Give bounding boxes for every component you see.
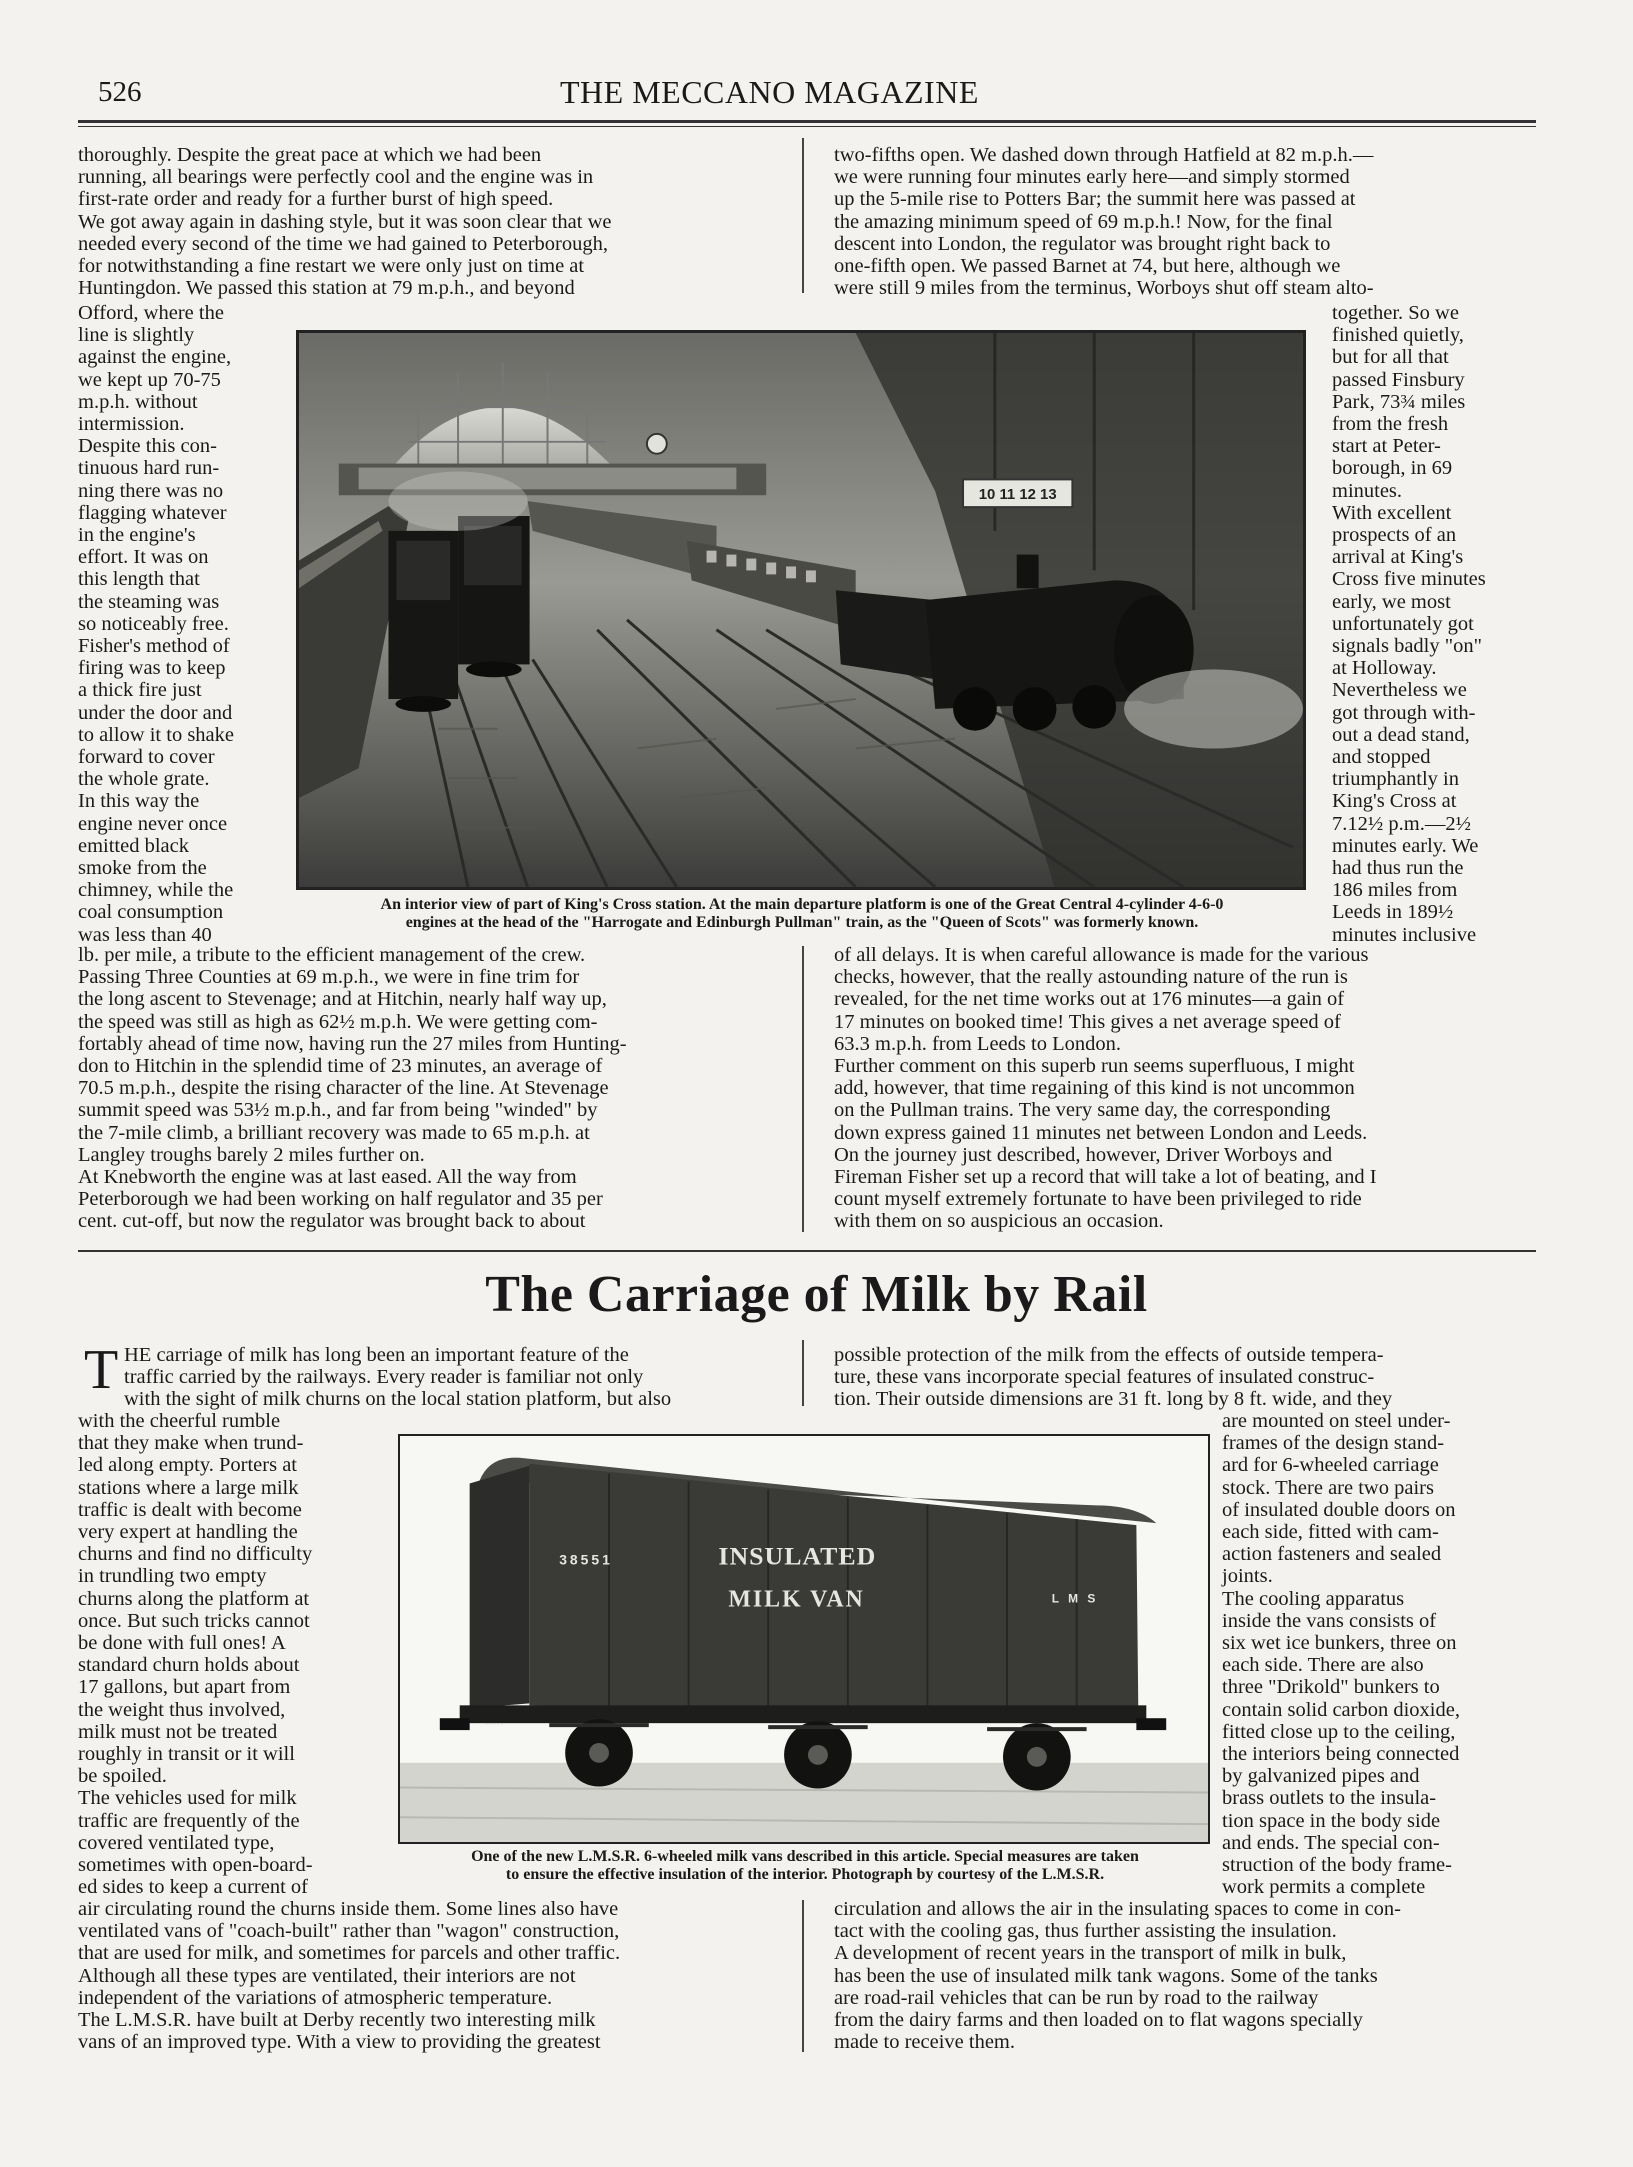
article1-col2-narrow: together. So we finished quietly, but for all that passed Finsbury Park, 73¾ miles from the fresh start at Peter- borough, in 69 minutes. With excellent prospects of an arrival at King's Cross five minutes early, we most unfortunately got signals badly "on" at Holloway. Nevertheless we got through with- out a dead stand, and stopped triumphantly in King's Cross at 7.12½ p.m.—2½ minutes early. We had thus run the 186 miles from Leeds in 189½ minutes inclusive bbox=[1332, 302, 1486, 946]
article1-col1-narrow: Offord, where the line is slightly against the engine, we kept up 70-75 m.p.h. without intermission. Despite this con- tinuous hard run- ning there was no flagging whatever in the engine's effort. It was on this length that the steaming was so noticeably free. Fisher's method of firing was to keep a thick fire just under the door and to allow it to shake forward to cover the whole grate. In this way the engine never once emitted black smoke from the chimney, while the coal consumption was less than 40 bbox=[78, 302, 235, 946]
column-divider-article2-top bbox=[802, 1340, 804, 1406]
kings-cross-photo bbox=[296, 330, 1306, 890]
column-divider-article2-bottom bbox=[802, 1900, 804, 2052]
van-label-milk-van: MILK VAN bbox=[728, 1586, 865, 1613]
magazine-title: THE MECCANO MAGAZINE bbox=[560, 74, 979, 110]
column-divider-bottom bbox=[802, 946, 804, 1232]
platform-number-sign: 10 11 12 13 bbox=[978, 487, 1057, 504]
page-number: 526 bbox=[98, 76, 142, 108]
article2-col1-bottom: air circulating round the churns inside them. Some lines also have ventilated vans of "coach-built" rather than "wagon" construction, that are used for milk, and sometimes for parcels and other traffic. Although all these types are ventilated, their interiors are not independent of the variations of atmospheric temperature. The L.M.S.R. have built at Derby recently two interesting milk vans of an improved type. With a view to providing the greatest bbox=[78, 1898, 621, 2054]
article1-col2-bottom: of all delays. It is when careful allowance is made for the various checks, however, that the really astounding nature of the run is revealed, for the net time works out at 176 minutes—a gain of 17 minutes on booked time! This gives a net average speed of 63.3 m.p.h. from Leeds to London. Further comment on this superb run seems superfluous, I might add, however, that time regaining of this kind is not uncommon on the Pullman trains. The very same day, the corresponding down express gained 11 minutes net between London and Leeds. On the journey just described, however, Driver Worboys and Fireman Fisher set up a record that will take a lot of beating, and I count myself extremely fortunate to have been privileged to ride with them on so auspicious an occasion. bbox=[834, 944, 1377, 1233]
van-owner-mark: L M S bbox=[1051, 1591, 1099, 1606]
article2-col1-narrow: with the cheerful rumble that they make when trund- led along empty. Porters at stations where a large milk traffic is dealt with become very expert at handling the churns and find no difficulty in trundling two empty churns along the platform at once. But such tricks cannot be done with full ones! A standard churn holds about 17 gallons, but apart from the weight thus involved, milk must not be treated roughly in transit or it will be spoiled. The vehicles used for milk traffic are frequently of the covered ventilated type, sometimes with open-board- ed sides to keep a current of bbox=[78, 1410, 313, 1899]
van-label-insulated: INSULATED bbox=[718, 1541, 877, 1571]
article2-col2-narrow: are mounted on steel under- frames of the design stand- ard for 6-wheeled carriage stock. There are two pairs of insulated double doors on each side, fitted with cam- action fasteners and sealed joints. The cooling apparatus inside the vans consists of six wet ice bunkers, three on each side. There are also three "Drikold" bunkers to contain solid carbon dioxide, fitted close up to the ceiling, the interiors being connected by galvanized pipes and brass outlets to the insula- tion space in the body side and ends. The special con- struction of the body frame- work permits a complete bbox=[1222, 1410, 1460, 1899]
milk-van-photo bbox=[398, 1434, 1210, 1844]
article2-col2-top: possible protection of the milk from the effects of outside tempera- ture, these vans incorporate special features of insulated construc- tion. Their outside dimensions are 31 ft. long by 8 ft. wide, and they bbox=[834, 1344, 1393, 1411]
article2-col1-top: HE carriage of milk has long been an important feature of the traffic carried by the railways. Every reader is familiar not only with the sight of milk churns on the local station platform, but also bbox=[124, 1344, 672, 1411]
milk-van-caption: One of the new L.M.S.R. 6-wheeled milk vans described in this article. Special measures are taken to ensure the effective insulation of the interior. Photograph by courtesy of the L.M.S.R. bbox=[471, 1848, 1139, 1883]
column-divider-top bbox=[802, 138, 804, 293]
article2-col2-bottom: circulation and allows the air in the insulating spaces to come in con- tact with the cooling gas, thus further assisting the insulation. A development of recent years in the transport of milk in bulk, has been the use of insulated milk tank wagons. Some of the tanks are road-rail vehicles that can be run by road to the railway from the dairy farms and then loaded on to flat wagons specially made to receive them. bbox=[834, 1898, 1402, 2054]
article1-col1-bottom: lb. per mile, a tribute to the efficient management of the crew. Passing Three Counties at 69 m.p.h., we were in fine trim for the long ascent to Stevenage; and at Hitchin, nearly half way up, the speed was still as high as 62½ m.p.h. We were getting com- fortably ahead of time now, having run the 27 miles from Hunting- don to Hitchin in the splendid time of 23 minutes, an average of 70.5 m.p.h., despite the rising character of the line. At Stevenage summit speed was 53½ m.p.h., and far from being "winded" by the 7-mile climb, a brilliant recovery was made to 65 m.p.h. at Langley troughs barely 2 miles further on. At Knebworth the engine was at last eased. All the way from Peterborough we had been working on half regulator and 35 per cent. cut-off, but now the regulator was brought back to about bbox=[78, 944, 627, 1233]
article-separator-rule bbox=[78, 1250, 1536, 1252]
header-rule-thin bbox=[78, 126, 1536, 127]
drop-cap: T bbox=[84, 1339, 119, 1401]
article1-col1-top: thoroughly. Despite the great pace at which we had been running, all bearings were perfectly cool and the engine was in first-rate order and ready for a further burst of high speed. We got away again in dashing style, but it was soon clear that we needed every second of the time we had gained to Peterborough, for notwithstanding a fine restart we were only just on time at Huntingdon. We passed this station at 79 m.p.h., and beyond bbox=[78, 144, 612, 300]
header-rule-thick bbox=[78, 120, 1536, 123]
article1-col2-top: two-fifths open. We dashed down through Hatfield at 82 m.p.h.— we were running four minutes early here—and simply stormed up the 5-mile rise to Potters Bar; the summit here was passed at the amazing minimum speed of 69 m.p.h.! Now, for the final descent into London, the regulator was brought right back to one-fifth open. We passed Barnet at 74, but here, although we were still 9 miles from the terminus, Worboys shut off steam alto- bbox=[834, 144, 1374, 300]
article-title: The Carriage of Milk by Rail bbox=[485, 1266, 1148, 1323]
van-number: 38551 bbox=[559, 1551, 613, 1568]
kings-cross-caption: An interior view of part of King's Cross station. At the main departure platform is one of the Great Central 4-cylinder 4-6-0 engines at the head of the "Harrogate and Edinburgh Pullman" train, as the "Queen of Scots" was formerly known. bbox=[380, 896, 1224, 931]
